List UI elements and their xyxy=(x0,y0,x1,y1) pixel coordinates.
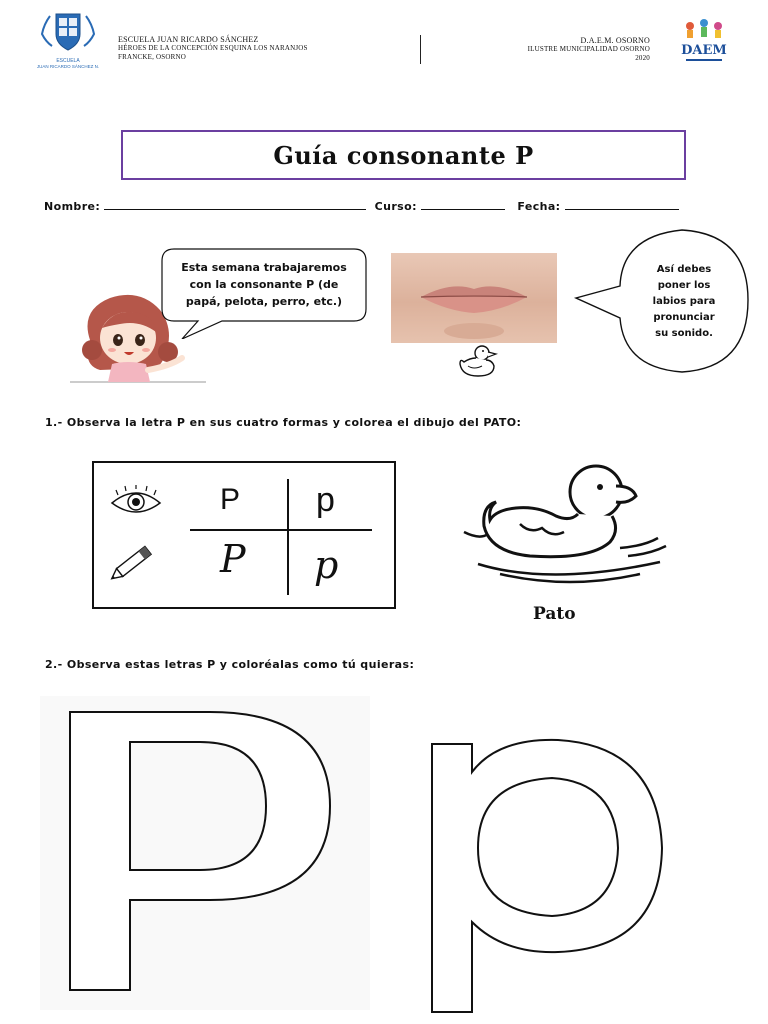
daem-logo-icon xyxy=(676,16,732,40)
school-name: ESCUELA JUAN RICARDO SÁNCHEZ xyxy=(118,35,259,44)
daem-logo-text: DAEM xyxy=(681,43,727,58)
daem-line-2: ILUSTRE MUNICIPALIDAD OSORNO xyxy=(527,45,650,53)
school-logo-text-1: ESCUELA xyxy=(56,58,80,64)
letter-cursive-upper: P xyxy=(220,537,246,581)
girl-bubble-line-1: Esta semana trabajaremos xyxy=(181,261,347,274)
lips-bubble-line-2: poner los xyxy=(657,280,711,291)
letter-grid-vertical xyxy=(287,479,289,595)
lips-bubble-line-4: pronunciar xyxy=(653,312,715,323)
big-uppercase-p[interactable] xyxy=(40,696,370,1010)
duck-icon xyxy=(456,344,500,380)
nombre-label: Nombre: xyxy=(44,200,101,213)
school-logo xyxy=(36,10,100,69)
letter-print-lower: p xyxy=(316,481,335,519)
lips-bubble-text xyxy=(630,262,738,342)
duck-drawing xyxy=(460,462,675,592)
school-city: FRANCKE, OSORNO xyxy=(118,53,186,61)
letter-print-upper: P xyxy=(220,483,241,516)
school-shield-icon xyxy=(36,10,100,54)
letter-forms-box xyxy=(92,461,396,609)
daem-year: 2020 xyxy=(635,54,650,62)
daem-line-1: D.A.E.M. OSORNO xyxy=(580,36,650,45)
curso-label: Curso: xyxy=(374,200,417,213)
daem-logo xyxy=(676,16,732,64)
curso-field[interactable] xyxy=(421,199,505,210)
girl-bubble-line-2: con la consonante P (de xyxy=(189,278,339,291)
header-divider xyxy=(420,35,421,64)
school-info xyxy=(118,35,308,62)
fecha-field[interactable] xyxy=(565,199,679,210)
exercise-2-instruction: 2.- Observa estas letras P y coloréalas como tú quieras: xyxy=(45,658,415,671)
page-title: Guía consonante P xyxy=(273,140,534,170)
student-form-row xyxy=(44,199,679,213)
school-logo-text-2: JUAN RICARDO SÁNCHEZ N. xyxy=(36,64,100,69)
big-lowercase-p[interactable] xyxy=(428,736,678,1016)
daem-info xyxy=(528,36,650,63)
eye-icon xyxy=(108,485,164,519)
title-box xyxy=(121,130,686,180)
girl-bubble-line-3: papá, pelota, perro, etc.) xyxy=(185,295,343,308)
fecha-label: Fecha: xyxy=(517,200,561,213)
nombre-field[interactable] xyxy=(104,199,366,210)
lips-bubble-line-5: su sonido. xyxy=(655,328,713,339)
lips-photo xyxy=(391,253,557,343)
lips-bubble-line-1: Así debes xyxy=(656,264,712,275)
letter-grid-horizontal xyxy=(190,529,372,531)
letter-cursive-lower: p xyxy=(314,543,339,587)
pencil-icon xyxy=(110,539,162,583)
girl-bubble-text xyxy=(164,259,364,310)
school-address: HÉROES DE LA CONCEPCIÓN ESQUINA LOS NARANJOS xyxy=(118,44,308,52)
lips-bubble-line-3: labios para xyxy=(652,296,716,307)
exercise-1-instruction: 1.- Observa la letra P en sus cuatro formas y colorea el dibujo del PATO: xyxy=(45,416,522,429)
duck-caption: Pato xyxy=(533,604,576,624)
